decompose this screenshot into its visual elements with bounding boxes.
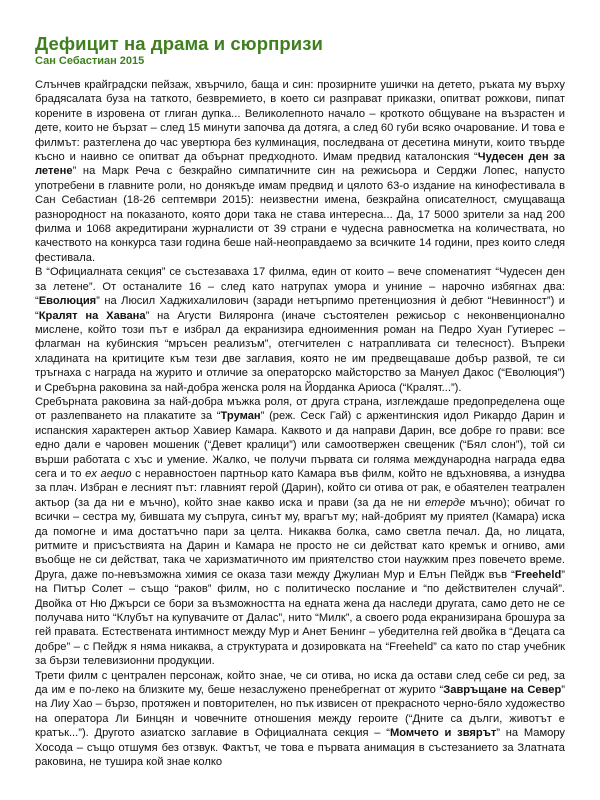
text-run: Слънчев крайградски пейзаж, хвърчило, баща и син: прозирните ушички на детето, ръката му върху брадясалата буза на таткото, безвремието, в което си разправат приказки, опитват рожкови, пипат корените в изровена от глиган дупка... Великолепното начало – кроткото общуване на възрастен и дете, които не бързат – след 15 минути започва да дотяга, а след 60 губи всяко очарование. И това е филмът: разтеглена до час увертюра без кулминация, последвана от десетина минути, които твърде късно и наивно се опитват да обърнат предходното. Имам предвид каталонския “ bbox=[35, 79, 565, 164]
text-run: ” на Лиу Хао – бързо, протяжен и повторителен, но пък извисен от прекрасното черно-бяло художество на оператора Ли Бинцян и човечните отношения между героите (“Дните са дълги, животът е кратък...”). Другото азиатско заглавие в Официалната секция – “ bbox=[35, 684, 566, 740]
article-subtitle: Сан Себастиан 2015 bbox=[35, 55, 145, 67]
italic-text: етерде bbox=[425, 496, 466, 509]
text-run: Трети филм с централен персонаж, който знае, че си отива, но иска да остави след себе си ред, за да им е по-леко на близките му, беше незаслужено пренебрегнат от журито “ bbox=[35, 669, 565, 697]
text-run: ” на Люсил Хаджихалилович (заради нетърпимо претенциозния ѝ дебют “Невинност”) и “ bbox=[35, 295, 565, 322]
text-run: ” на Марк Реча с безкрайно симпатичните син на режисьора и Серджи Лопес, напусто употребени в главните роли, но донякъде имам предвид и цялото 63-о издание на кинофестивала в Сан Себастиан (18-26 септември 2015): неизвестни имена, безкрайна описателност, смущаваща разнородност на показаното, която дори така не става интересна... Да, 17 5000 зрители за над 200 филма и 1068 акредитирани журналисти от 39 страни е чудесна равносметка на количествата, но качеството на конкурса тази година беше най-неоправдаемо за всичките 14 години, през които следя фестивала. bbox=[35, 165, 565, 264]
article-paragraph bbox=[35, 669, 565, 770]
emphasized-title: Кралят на Хавана bbox=[38, 309, 146, 322]
article-paragraph bbox=[35, 78, 565, 265]
emphasized-title: Freeheld bbox=[514, 568, 562, 581]
italic-text: ex aequo bbox=[85, 467, 132, 480]
article-paragraph bbox=[35, 395, 565, 669]
text-run: ” на Мамору Хосода – също отшумя без отзвук. Фактът, че това е първата анимация в състезанието за Златната раковина, не тушира кой знае колко bbox=[35, 727, 565, 769]
text-run: ” (реж. Сеск Гай) с аржентинския идол Рикардо Дарин и испанския характерен актьор Хавиер Камара. Каквото и да направи Дарин, все добре го прави: все едно дали е чаровен мошеник (“Девет кралици”) или самоотвержен свещеник (“Бял слон”), той си върши работата с хъс и умение. Жалко, че получи първата си голяма международна награда едва сега и то bbox=[35, 410, 565, 480]
emphasized-title: Еволюция bbox=[38, 295, 97, 308]
text-run: ” на Питър Солет – също “раков” филм, но с политическо послание и “по действителен случай”. Двойка от Ню Джърси се бори за възможността на едната жена да наследи другата, само дето не се получава нито “Клубът на купувачите от Далас”, нито “Милк”, а своего рода екранизирана брошура за гей правата. Естествената интимност между Мур и Анет Бенинг – убедителна гей двойка в “Децата са добре” – с Пейдж я няма никаква, а структурата и дозировката на “Freeheld” са като по стар учебник за бързи телевизионни продукции. bbox=[35, 568, 565, 668]
article-paragraph bbox=[35, 265, 565, 395]
emphasized-title: Завръщане на Север bbox=[443, 684, 562, 697]
article-body bbox=[35, 78, 565, 770]
text-run: мъчно); обичат го всички – сестра му, бившата му съпруга, синът му, врагът му; най-добрият му приятел (Камара) иска да помогне и има достатъчно пари за целта. Никаква болка, само светла печал. Да, но лицата, ритмите и присъствията на Дарин и Камара не просто не си действат като кремък и огниво, ами въобще не си действат, така че харизматичното им приятелство стои наужким през повечето време. Друга, даже по-невъзможна химия се оказа тази между Джулиан Мур и Елън Пейдж във “ bbox=[35, 496, 565, 581]
emphasized-title: Момчето и звярът bbox=[389, 727, 497, 740]
text-run: с неравностоен партньор като Камара във филм, който не вдъхновява, а изнудва за плач. Избран е лесният път: главният герой (Дарин), който си отива от рак, е обаятелен театрален актьор (за да ни е мъчно), който знае какво иска и прави (за да не ни bbox=[35, 467, 566, 509]
emphasized-title: Чудесен ден за летене bbox=[35, 151, 566, 178]
text-run: В “Официалната секция” се състезаваха 17 филма, един от които – вече споменатият “Чудесен ден за летене”. От останалите 16 – след като натрупах умора и униние – нарочно избягнах два: “ bbox=[35, 266, 565, 308]
article-title: Дефицит на драма и сюрпризи bbox=[35, 33, 324, 54]
emphasized-title: Труман bbox=[220, 410, 261, 423]
text-run: ” на Агусти Виляронга (иначе състоятелен режисьор с неконвенционално мислене, който този път е избрал да екранизира едноименния роман на Педро Хуан Гутиерес – флагман на кубинския “мръсен реализъм”, отегчителен с натрапливата си телесност). Въпреки хладината на критиците към тези две заглавия, която не им предвещаваше добър развой, те си тръгнаха с награда на журито и отличие за операторско майсторство за Мануел Дакос (“Еволюция”) и Сребърна раковина за най-добра женска роля на Йорданка Ариоса (“Кралят...”). bbox=[35, 309, 565, 394]
text-run: Сребърната раковина за най-добра мъжка роля, от друга страна, изглеждаше предопределена още от разлепването на плакатите за “ bbox=[35, 395, 565, 423]
